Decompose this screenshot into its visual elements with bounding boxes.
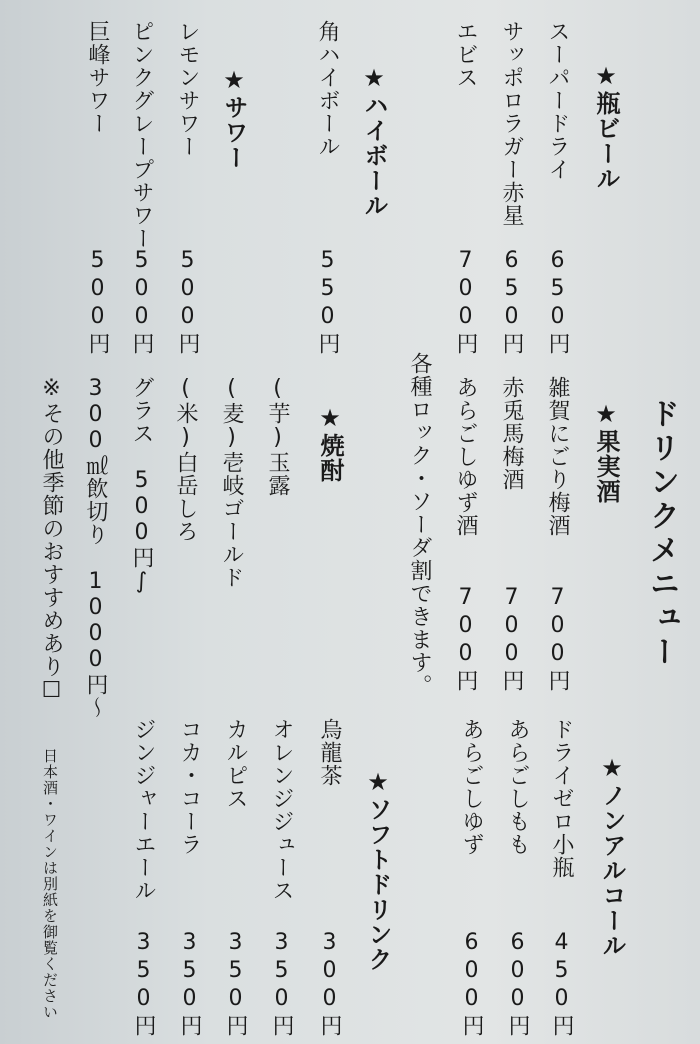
non-alcohol-item-name: ドライゼロ小瓶	[549, 718, 574, 879]
sour-item-price: 500円	[129, 248, 154, 357]
fruit-liquor-item-price: 700円	[545, 585, 570, 694]
soft-drink-item-price: 350円	[223, 930, 248, 1039]
section-heading-highball: ★ハイボール	[360, 64, 388, 218]
fruit-liquor-item-price: 700円	[499, 585, 524, 694]
soft-drink-item-name: カルピス	[223, 718, 248, 810]
soft-drink-item-price: 300円	[317, 930, 342, 1039]
section-heading-non-alcohol: ★ノンアルコール	[598, 754, 626, 958]
section-heading-fruit-liquor: ★果実酒	[592, 400, 620, 504]
section-heading-sour: ★サワー	[220, 66, 248, 170]
sour-item-price: 500円	[85, 248, 110, 357]
shochu-item-name: (芋)玉露	[265, 376, 290, 497]
soft-drink-item-name: ジンジャーエール	[131, 718, 156, 902]
sour-item-name: 巨峰サワー	[85, 20, 110, 135]
soft-drink-item-price: 350円	[131, 930, 156, 1039]
beer-item-name: サッポロラガー赤星	[499, 20, 524, 227]
fruit-liquor-item-price: 700円	[453, 585, 478, 694]
soft-drink-item-price: 350円	[177, 930, 202, 1039]
sour-item-price: 500円	[175, 248, 200, 357]
section-heading-bottle-beer: ★瓶ビール	[592, 62, 620, 191]
shochu-glass-price: グラス 500円∫	[129, 376, 154, 595]
sour-item-name: レモンサワー	[175, 20, 200, 158]
highball-item-name: 角ハイボール	[315, 20, 340, 158]
soft-drink-item-name: コカ・コーラ	[177, 718, 202, 856]
fruit-liquor-item-name: 雑賀にごり梅酒	[545, 376, 570, 537]
fruit-liquor-item-name: 赤兎馬梅酒	[499, 376, 524, 491]
non-alcohol-item-price: 600円	[459, 930, 484, 1039]
fruit-liquor-item-name: あらごしゆず酒	[453, 376, 478, 537]
non-alcohol-item-name: あらごしもも	[505, 718, 530, 856]
beer-item-name: エビス	[453, 20, 478, 89]
beer-item-price: 700円	[453, 248, 478, 357]
non-alcohol-item-price: 450円	[549, 930, 574, 1039]
soft-drink-item-name: 烏龍茶	[317, 718, 342, 787]
seasonal-note: ※その他季節のおすすめあり☐	[39, 376, 64, 704]
soft-drink-item-price: 350円	[269, 930, 294, 1039]
beer-item-price: 650円	[545, 248, 570, 357]
page-title: ドリンクメニュー	[644, 398, 679, 670]
footer-note: 日本酒・ワインは別紙を御覧ください	[41, 748, 59, 1020]
shochu-bottle-price: 300㎖飲切り 1000円～	[83, 376, 108, 719]
fruit-liquor-note: 各種ロック・ソーダ割できます。	[407, 352, 432, 697]
beer-item-name: スーパードライ	[545, 20, 570, 181]
soft-drink-item-name: オレンジジュース	[269, 718, 294, 902]
section-heading-shochu: ★焼酎	[316, 404, 344, 483]
non-alcohol-item-name: あらごしゆず	[459, 718, 484, 856]
beer-item-price: 650円	[499, 248, 524, 357]
highball-item-price: 550円	[315, 248, 340, 357]
section-heading-soft-drink: ★ソフトドリンク	[364, 768, 392, 972]
shochu-item-name: (麦)壱岐ゴールド	[219, 376, 244, 589]
sour-item-name: ピンクグレープサワー	[129, 20, 154, 250]
shochu-item-name: (米)白岳しろ	[173, 376, 198, 543]
non-alcohol-item-price: 600円	[505, 930, 530, 1039]
